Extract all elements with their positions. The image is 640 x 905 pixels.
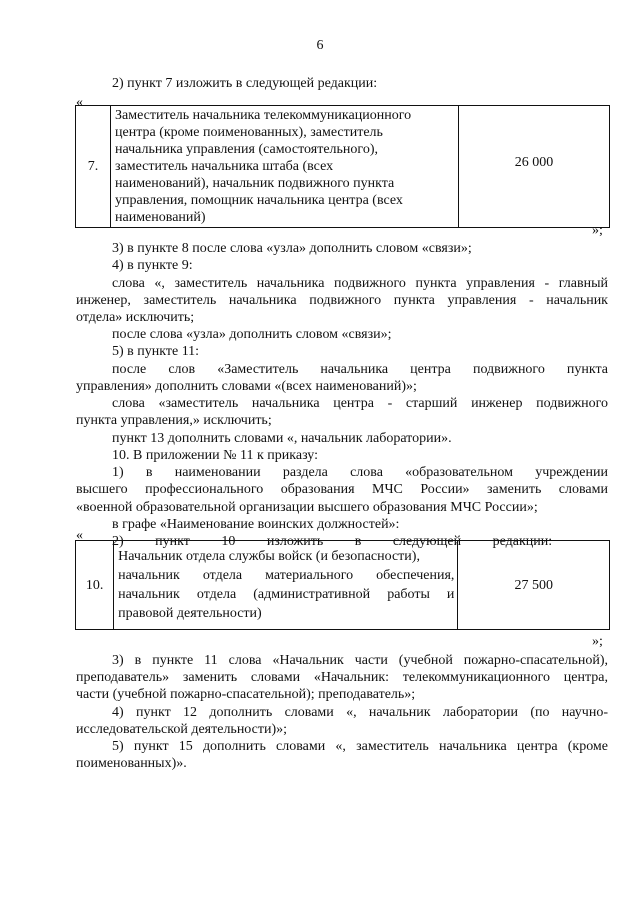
position-line: центра (кроме поименованных), заместитель: [115, 125, 383, 140]
position-line: начальник отдела (административной работы и: [118, 587, 455, 602]
salary-value: 27 500: [458, 541, 610, 630]
paragraph-line: слова «, заместитель начальника подвижного пункта управления - главный: [112, 276, 608, 291]
salary-table-item-10: [75, 540, 610, 630]
position-line: начальник отдела материального обеспечения,: [118, 568, 455, 583]
amendment-intro: 2) пункт 7 изложить в следующей редакции:: [112, 76, 378, 91]
salary-value: 26 000: [459, 106, 610, 228]
paragraph-line: поименованных)».: [76, 756, 187, 771]
position-line: Начальник отдела службы войск (и безопасности),: [118, 549, 420, 564]
paragraph-line: отдела» исключить;: [76, 310, 195, 325]
page-number: 6: [316, 38, 324, 53]
salary-table-item-7: [75, 105, 610, 228]
position-line: управления, помощник начальника центра (всех: [115, 193, 403, 208]
position-line: начальника управления (самостоятельного),: [115, 142, 378, 157]
paragraph-line: 3) в пункте 11 слова «Начальник части (учебной пожарно-спасательной),: [112, 653, 608, 668]
paragraph-line: слова «заместитель начальника центра - старший инженер подвижного: [112, 396, 608, 411]
paragraph-line: 4) пункт 12 дополнить словами «, начальник лаборатории (по научно-: [112, 705, 608, 720]
paragraph-line: преподаватель» заменить словами «Начальник: телекоммуникационного центра,: [76, 670, 608, 685]
paragraph-line: управления» дополнить словами «(всех наименований)»;: [76, 379, 417, 394]
paragraph-line: 4) в пункте 9:: [112, 258, 193, 273]
paragraph-line: 2) пункт 10 изложить в следующей редакции:: [112, 534, 553, 549]
open-quote: «: [76, 528, 83, 543]
position-names: [114, 541, 458, 630]
position-line: наименований), начальник подвижного пункта: [115, 176, 395, 191]
paragraph-line: 10. В приложении № 11 к приказу:: [112, 448, 319, 463]
position-line: правовой деятельности): [118, 606, 262, 621]
paragraph-line: части (учебной пожарно-спасательной); преподаватель»;: [76, 687, 416, 702]
position-line: наименований): [115, 210, 206, 225]
paragraph-line: исследовательской деятельности)»;: [76, 722, 288, 737]
paragraph-line: после слова «узла» дополнить словом «связи»;: [112, 327, 392, 342]
paragraph-line: 1) в наименовании раздела слова «образовательном учреждении: [112, 465, 608, 480]
paragraph-line: 5) пункт 15 дополнить словами «, заместитель начальника центра (кроме: [112, 739, 608, 754]
close-quote: »;: [592, 223, 603, 238]
paragraph-line: «военной образовательной организации высшего образования МЧС России»;: [76, 500, 538, 515]
open-quote: «: [76, 95, 83, 110]
paragraph-line: в графе «Наименование воинских должностей»:: [112, 517, 400, 532]
position-names: [111, 106, 459, 228]
paragraph-line: 3) в пункте 8 после слова «узла» дополнить словом «связи»;: [112, 241, 472, 256]
paragraph-line: высшего профессионального образования МЧС России» заменить словами: [76, 482, 608, 497]
item-number: 10.: [76, 541, 114, 630]
paragraph-line: пункта управления,» исключить;: [76, 413, 272, 428]
paragraph-line: инженер, заместитель начальника подвижного пункта управления - начальник: [76, 293, 608, 308]
paragraph-line: после слов «Заместитель начальника центра подвижного пункта: [112, 362, 608, 377]
position-line: заместитель начальника штаба (всех: [115, 159, 334, 174]
position-line: Заместитель начальника телекоммуникационного: [115, 108, 412, 123]
paragraph-line: 5) в пункте 11:: [112, 344, 200, 359]
paragraph-line: пункт 13 дополнить словами «, начальник лаборатории».: [112, 431, 452, 446]
close-quote: »;: [592, 634, 603, 649]
item-number: 7.: [76, 106, 111, 228]
